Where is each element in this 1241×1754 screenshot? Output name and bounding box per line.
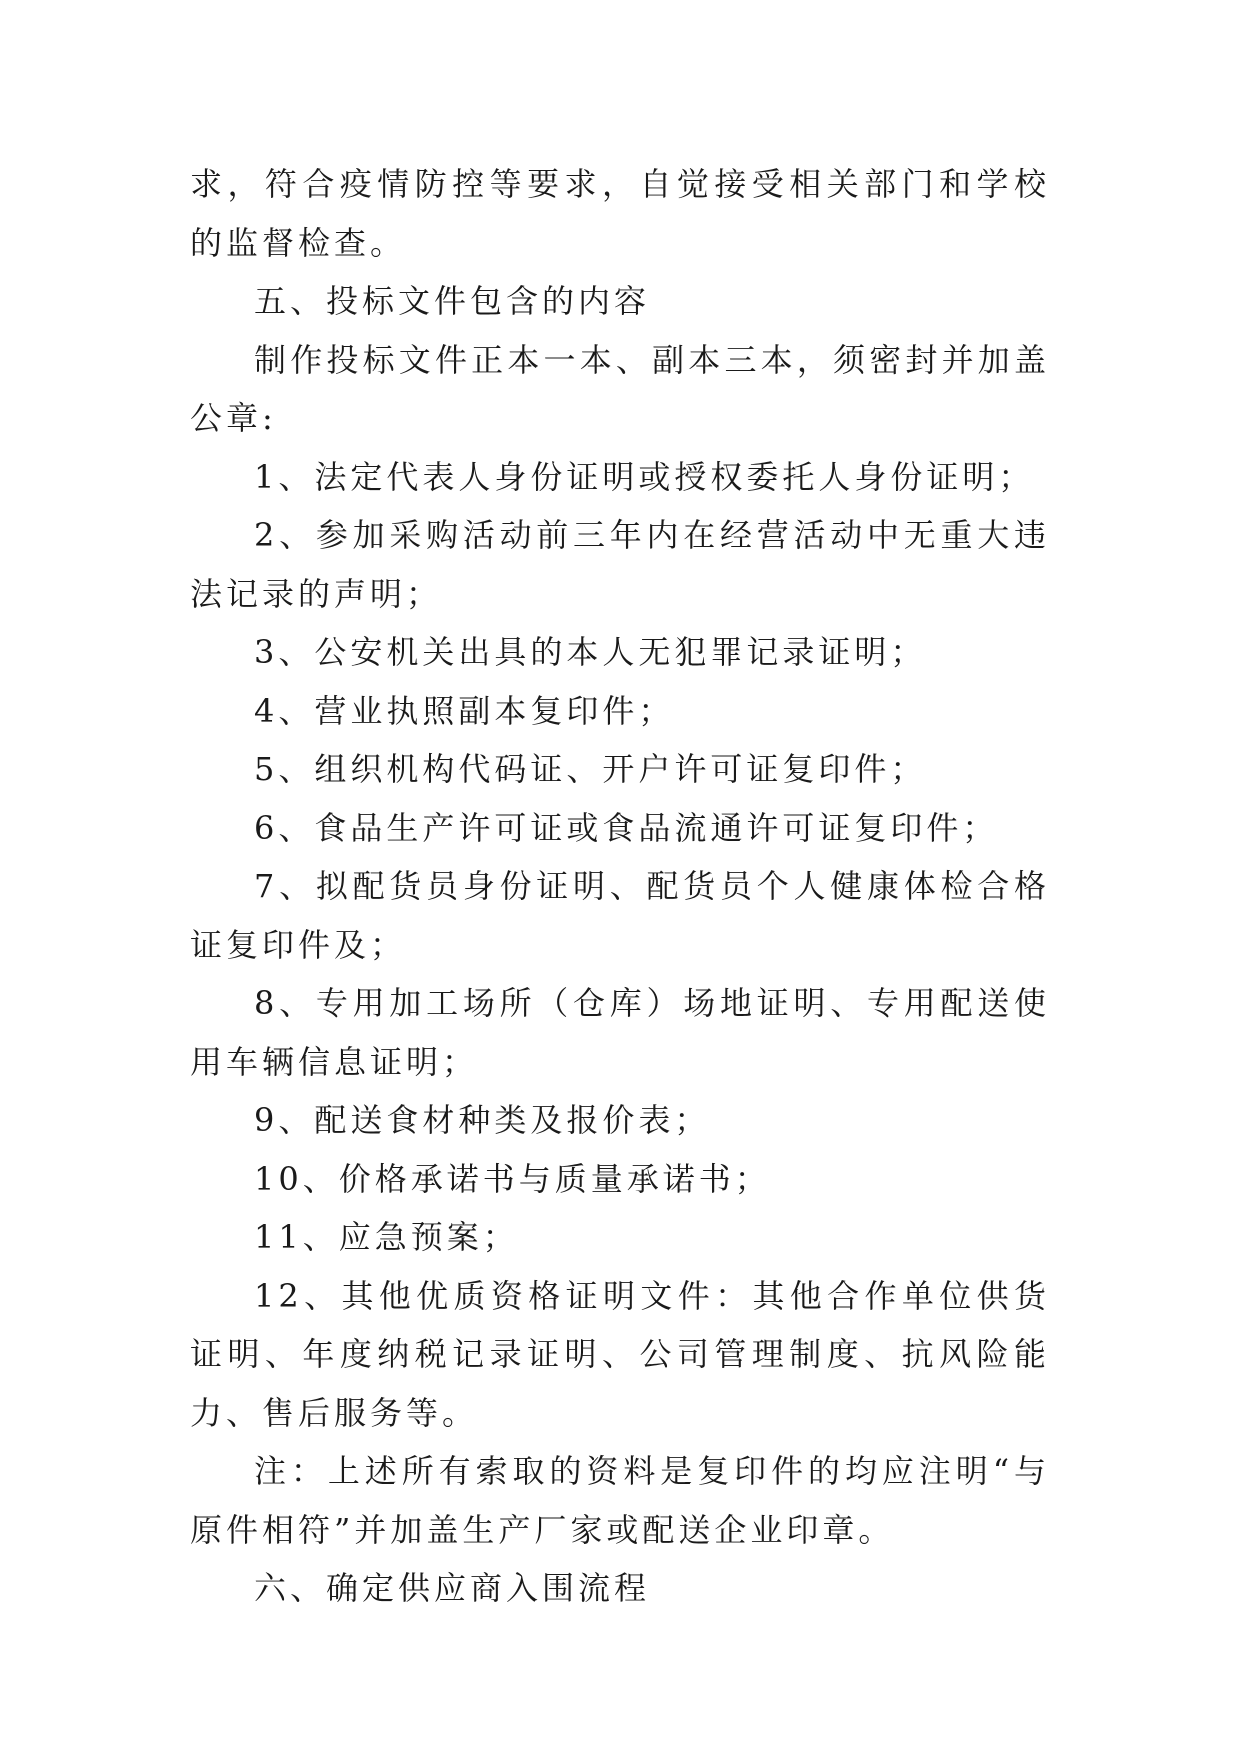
list-item-3: 3、公安机关出具的本人无犯罪记录证明； [254,633,927,671]
paragraph-intro: 制作投标文件正本一本、副本三本，须密封并加盖公章: [190,340,1050,437]
list-item-10: 10、价格承诺书与质量承诺书； [254,1159,771,1198]
section-heading-5: 五、投标文件包含的内容 [254,282,651,320]
section-heading-6: 六、确定供应商入围流程 [254,1569,651,1607]
list-item-4: 4、营业执照副本复印件； [254,691,675,730]
document-body [190,155,1050,1618]
list-item-5: 5、组织机构代码证、开户许可证复印件； [254,750,927,788]
note-paragraph: 注：上述所有索取的资料是复印件的均应注明“与原件相符”并加盖生产厂家或配送企业印章。 [190,1452,1050,1549]
list-item-1: 1、法定代表人身份证明或授权委托人身份证明； [254,457,1035,496]
paragraph-continuation: 求，符合疫情防控等要求，自觉接受相关部门和学校的监督检查。 [190,165,1050,262]
list-item-6: 6、食品生产许可证或食品流通许可证复印件； [254,808,999,847]
list-item-12: 12、其他优质资格证明文件：其他合作单位供货证明、年度纳税记录证明、公司管理制度、抗风险能力、售后服务等。 [190,1276,1050,1432]
list-item-11: 11、应急预案； [254,1218,519,1256]
list-item-8: 8、专用加工场所（仓库）场地证明、专用配送使用车辆信息证明； [190,984,1050,1081]
list-item-9: 9、配送食材种类及报价表； [254,1101,711,1139]
list-item-7: 7、拟配货员身份证明、配货员个人健康体检合格证复印件及； [190,867,1050,964]
list-item-2: 2、参加采购活动前三年内在经营活动中无重大违法记录的声明； [190,516,1050,613]
